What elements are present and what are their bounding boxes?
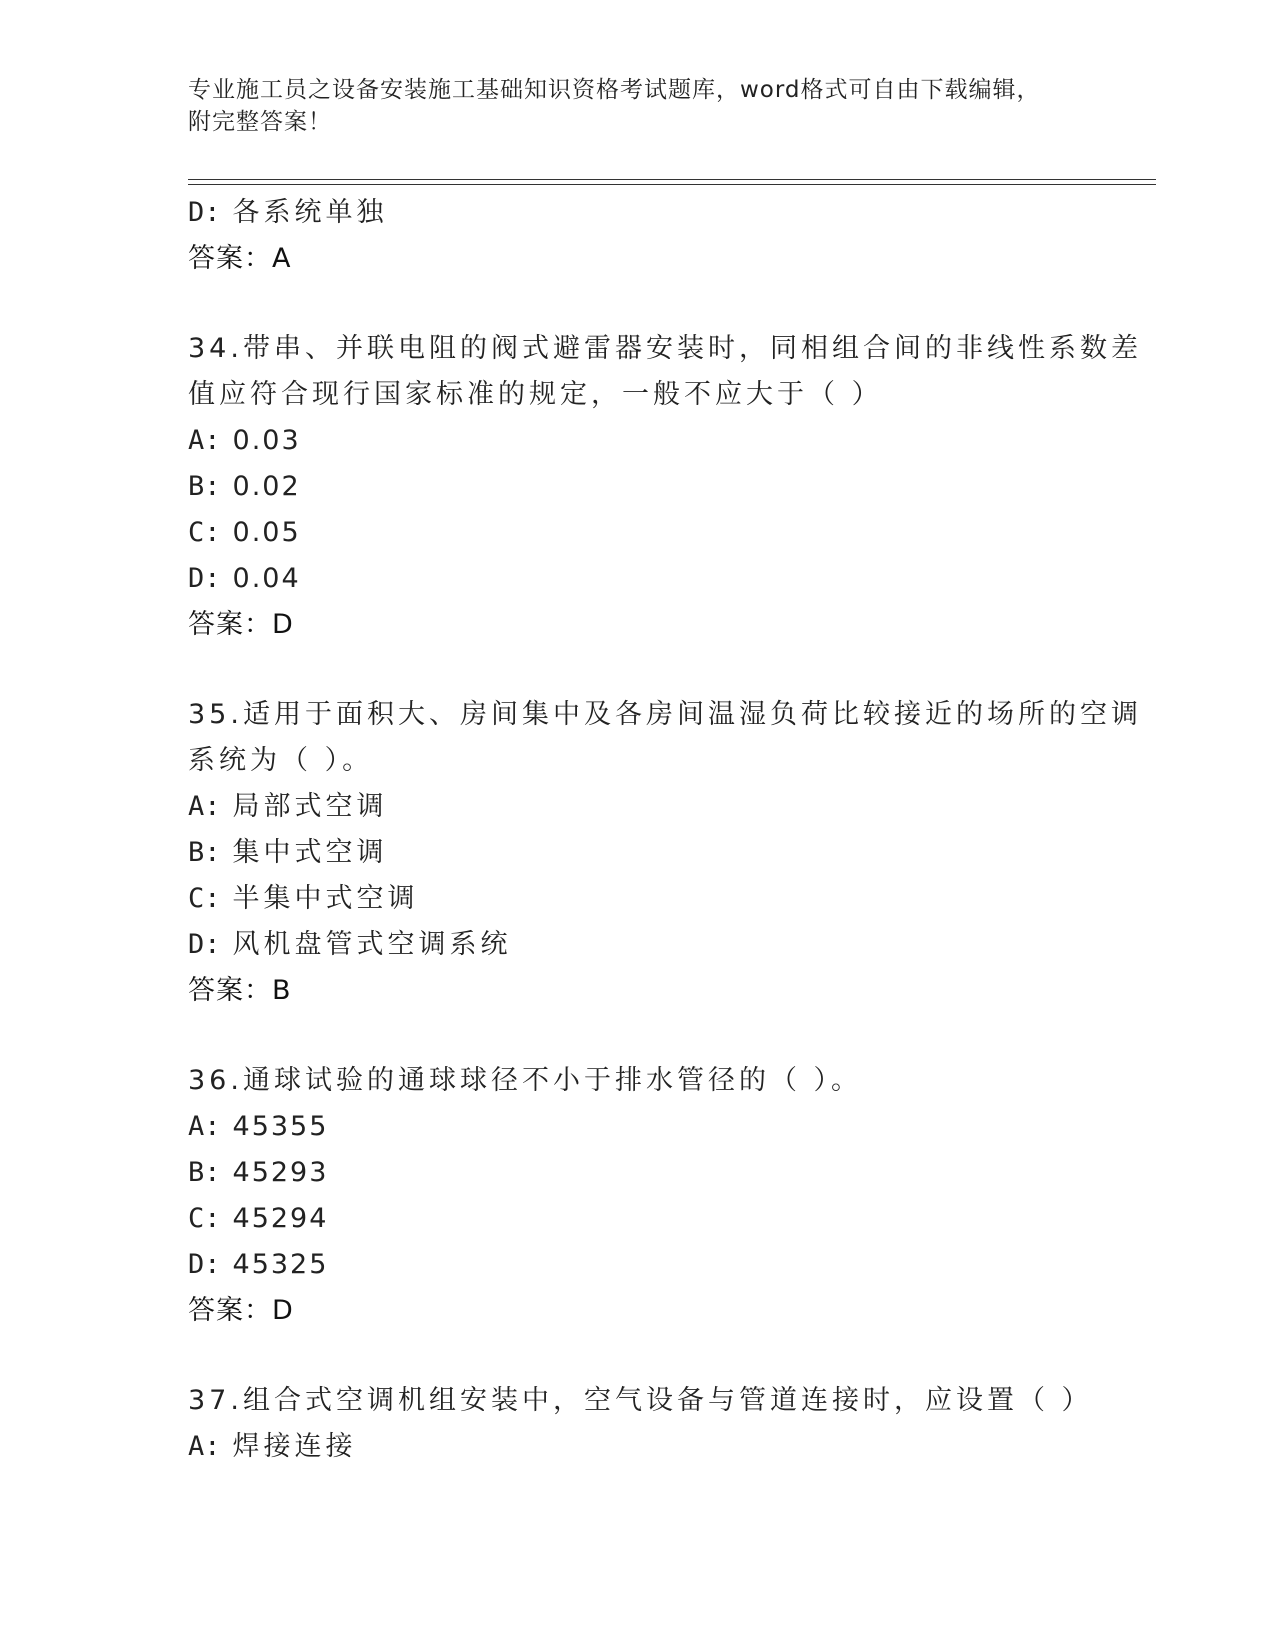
question-text-line: 36.通球试验的通球球径不小于排水管径的（ ）。 [188, 1065, 863, 1096]
option-label: A: [188, 791, 221, 822]
option-d [188, 922, 1088, 968]
question-list [188, 190, 1142, 1470]
option-label: C: [188, 1203, 221, 1234]
option-text: 各系统单独 [232, 197, 388, 228]
question-text [188, 1058, 1088, 1104]
question-35 [188, 692, 1142, 1014]
option-label: C: [188, 883, 221, 914]
option-text: 0.05 [232, 517, 301, 548]
question-text [188, 692, 1142, 784]
option-text: 45355 [232, 1111, 329, 1142]
answer-line: 答案：A [188, 243, 292, 274]
option-a [188, 418, 1088, 464]
option-text: 局部式空调 [232, 791, 388, 822]
option-label: A: [188, 1431, 221, 1462]
option-label: C: [188, 517, 221, 548]
header-line-1: 专业施工员之设备安装施工基础知识资格考试题库，word格式可自由下载编辑， [188, 77, 1041, 103]
option-text: 0.04 [232, 563, 301, 594]
question-text-line: 值应符合现行国家标准的规定，一般不应大于（ ） [188, 379, 883, 410]
option-d [188, 1242, 1088, 1288]
question-text [188, 1378, 1093, 1424]
option-text: 0.02 [232, 471, 301, 502]
page-header [188, 74, 1068, 138]
option-d [188, 190, 1088, 236]
option-a [188, 1424, 1088, 1470]
header-line-2: 附完整答案！ [188, 109, 332, 135]
option-label: A: [188, 425, 221, 456]
option-text: 集中式空调 [232, 837, 388, 868]
question-text-line: 系统为（ ）。 [188, 745, 374, 776]
option-a [188, 784, 1088, 830]
header-divider-top [188, 179, 1156, 180]
option-c [188, 876, 1088, 922]
option-label: D: [188, 197, 221, 228]
question-34 [188, 326, 1142, 648]
option-text: 半集中式空调 [232, 883, 419, 914]
question-text-line: 35.适用于面积大、房间集中及各房间温湿负荷比较接近的场所的空调 [188, 699, 1142, 730]
option-label: D: [188, 1249, 221, 1280]
option-a [188, 1104, 1088, 1150]
answer-line: 答案：D [188, 1295, 294, 1326]
option-label: D: [188, 929, 221, 960]
option-label: B: [188, 1157, 221, 1188]
option-text: 0.03 [232, 425, 301, 456]
option-label: B: [188, 471, 221, 502]
option-text: 45325 [232, 1249, 329, 1280]
option-text: 45293 [232, 1157, 329, 1188]
header-divider-bottom [188, 184, 1156, 185]
option-b [188, 464, 1088, 510]
option-c [188, 510, 1088, 556]
question-text-line: 37.组合式空调机组安装中，空气设备与管道连接时，应设置（ ） [188, 1385, 1093, 1416]
option-b [188, 1150, 1088, 1196]
option-d [188, 556, 1088, 602]
question-37 [188, 1378, 1093, 1470]
answer-line: 答案：B [188, 975, 292, 1006]
option-text: 45294 [232, 1203, 329, 1234]
option-b [188, 830, 1088, 876]
option-c [188, 1196, 1088, 1242]
question-text [188, 326, 1142, 418]
question-text-line: 34.带串、并联电阻的阀式避雷器安装时，同相组合间的非线性系数差 [188, 333, 1142, 364]
option-text: 风机盘管式空调系统 [232, 929, 512, 960]
option-label: A: [188, 1111, 221, 1142]
option-text: 焊接连接 [232, 1431, 357, 1462]
question-36 [188, 1058, 1088, 1334]
option-label: D: [188, 563, 221, 594]
option-label: B: [188, 837, 221, 868]
answer-line: 答案：D [188, 609, 294, 640]
